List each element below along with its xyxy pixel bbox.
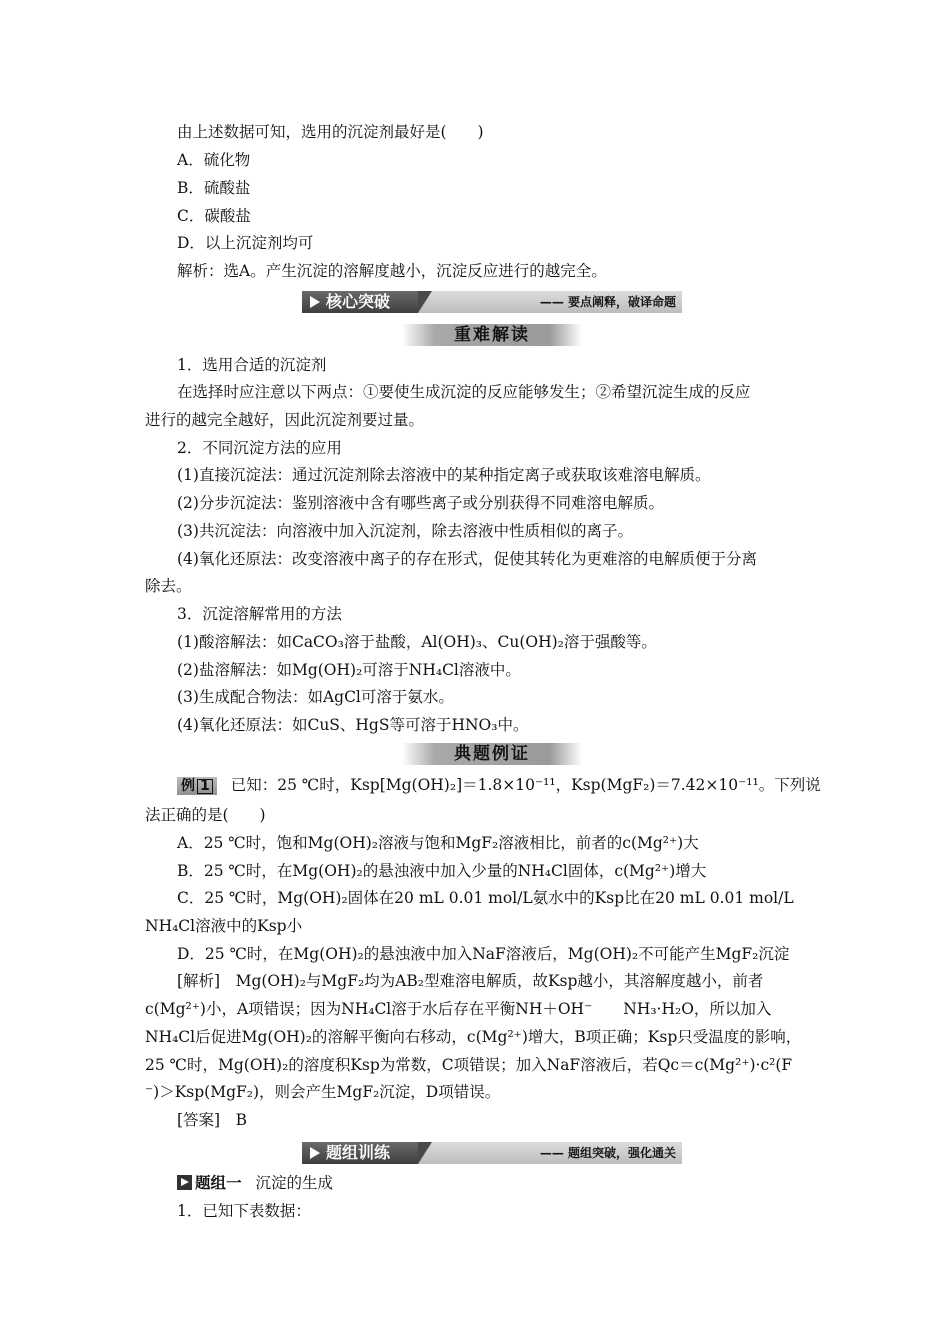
example-stem-cont: 法正确的是( ): [145, 806, 266, 824]
answer: [答案] B: [177, 1111, 247, 1129]
example-tag-label: 例: [181, 778, 195, 794]
banner-title: 核心突破: [326, 292, 391, 311]
play-triangle-icon: [310, 296, 320, 308]
point2-item-4-cont: 除去。: [145, 577, 192, 595]
option-a: A．硫化物: [177, 151, 251, 169]
analysis-line-4: 25 ℃时，Mg(OH)₂的溶度积Ksp为常数，C项错误；加入NaF溶液后，若Qc＝c(Mg²⁺)·c²(F: [145, 1056, 793, 1074]
group-heading: [177, 1173, 333, 1193]
point1-text: 在选择时应注意以下两点：①要使生成沉淀的反应能够发生；②希望沉淀生成的反应: [177, 383, 751, 401]
banner-subtitle: —— 题组突破，强化通关: [539, 1146, 676, 1160]
point1-title: 1．选用合适的沉淀剂: [177, 356, 327, 374]
option-c: C．碳酸盐: [177, 207, 251, 225]
point1-text-cont: 进行的越完全越好，因此沉淀剂要过量。: [145, 411, 425, 429]
analysis-line-5: ⁻)＞Ksp(MgF₂)，则会产生MgF₂沉淀，D项错误。: [145, 1083, 501, 1101]
play-box-icon: [177, 1175, 192, 1190]
banner-group-training: [302, 1142, 682, 1164]
point2-item-1: (1)直接沉淀法：通过沉淀剂除去溶液中的某种指定离子或获取该难溶电解质。: [177, 466, 711, 484]
section-heading-key-points: 重难解读: [402, 324, 582, 346]
play-triangle-icon: [310, 1147, 320, 1159]
point2-title: 2．不同沉淀方法的应用: [177, 439, 342, 457]
example-option-b: B．25 ℃时，在Mg(OH)₂的悬浊液中加入少量的NH₄Cl固体，c(Mg²⁺)增大: [177, 862, 707, 880]
example-number: 1: [197, 779, 213, 794]
point2-item-4: (4)氧化还原法：改变溶液中离子的存在形式，促使其转化为更难溶的电解质便于分离: [177, 550, 757, 568]
analysis-line-3: NH₄Cl后促进Mg(OH)₂的溶解平衡向右移动，c(Mg²⁺)增大，B项正确；Ksp只受温度的影响，: [145, 1028, 802, 1046]
point3-item-4: (4)氧化还原法：如CuS、HgS等可溶于HNO₃中。: [177, 716, 529, 734]
example-tag: [177, 777, 217, 795]
banner-dark-tab: [302, 1142, 418, 1164]
point3-title: 3．沉淀溶解常用的方法: [177, 605, 342, 623]
analysis-line-2: c(Mg²⁺)小，A项错误；因为NH₄Cl溶于水后存在平衡NH＋OH⁻ NH₃·H₂O，所以加入: [145, 1000, 772, 1018]
banner-core-breakthrough: [302, 291, 682, 313]
group-label: 题组一: [195, 1174, 242, 1192]
point2-item-2: (2)分步沉淀法：鉴别溶液中含有哪些离子或分别获得不同难溶电解质。: [177, 494, 664, 512]
example-stem-text: 已知：25 ℃时，Ksp[Mg(OH)₂]＝1.8×10⁻¹¹，Ksp(MgF₂)＝7.42×10⁻¹¹。下列说: [230, 776, 821, 794]
section-heading-examples: 典题例证: [402, 743, 582, 765]
banner-subtitle: —— 要点阐释，破译命题: [539, 295, 676, 309]
example-option-c: C．25 ℃时，Mg(OH)₂固体在20 mL 0.01 mol/L氨水中的Ksp比在20 mL 0.01 mol/L: [177, 889, 794, 907]
example-option-d: D．25 ℃时，在Mg(OH)₂的悬浊液中加入NaF溶液后，Mg(OH)₂不可能产生MgF₂沉淀: [177, 945, 790, 963]
banner-title: 题组训练: [326, 1143, 391, 1162]
option-b: B．硫酸盐: [177, 179, 251, 197]
question-intro: 由上述数据可知，选用的沉淀剂最好是( ): [177, 123, 484, 141]
point2-item-3: (3)共沉淀法：向溶液中加入沉淀剂，除去溶液中性质相似的离子。: [177, 522, 633, 540]
banner-dark-tab: [302, 291, 418, 313]
training-question-1: 1．已知下表数据：: [177, 1202, 311, 1220]
group-title: 沉淀的生成: [255, 1174, 334, 1192]
example-option-a: A．25 ℃时，饱和Mg(OH)₂溶液与饱和MgF₂溶液相比，前者的c(Mg²⁺)大: [177, 834, 699, 852]
point3-item-1: (1)酸溶解法：如CaCO₃溶于盐酸，Al(OH)₃、Cu(OH)₂溶于强酸等。: [177, 633, 657, 651]
point3-item-3: (3)生成配合物法：如AgCl可溶于氨水。: [177, 688, 454, 706]
example-option-c-cont: NH₄Cl溶液中的Ksp小: [145, 917, 303, 935]
analysis-line-1: [解析] Mg(OH)₂与MgF₂均为AB₂型难溶电解质，故Ksp越小，其溶解度越小，前者: [177, 972, 764, 990]
option-d: D．以上沉淀剂均可: [177, 234, 314, 252]
question-analysis: 解析：选A。产生沉淀的溶解度越小，沉淀反应进行的越完全。: [177, 262, 607, 280]
point3-item-2: (2)盐溶解法：如Mg(OH)₂可溶于NH₄Cl溶液中。: [177, 661, 521, 679]
example-stem: [177, 775, 821, 795]
